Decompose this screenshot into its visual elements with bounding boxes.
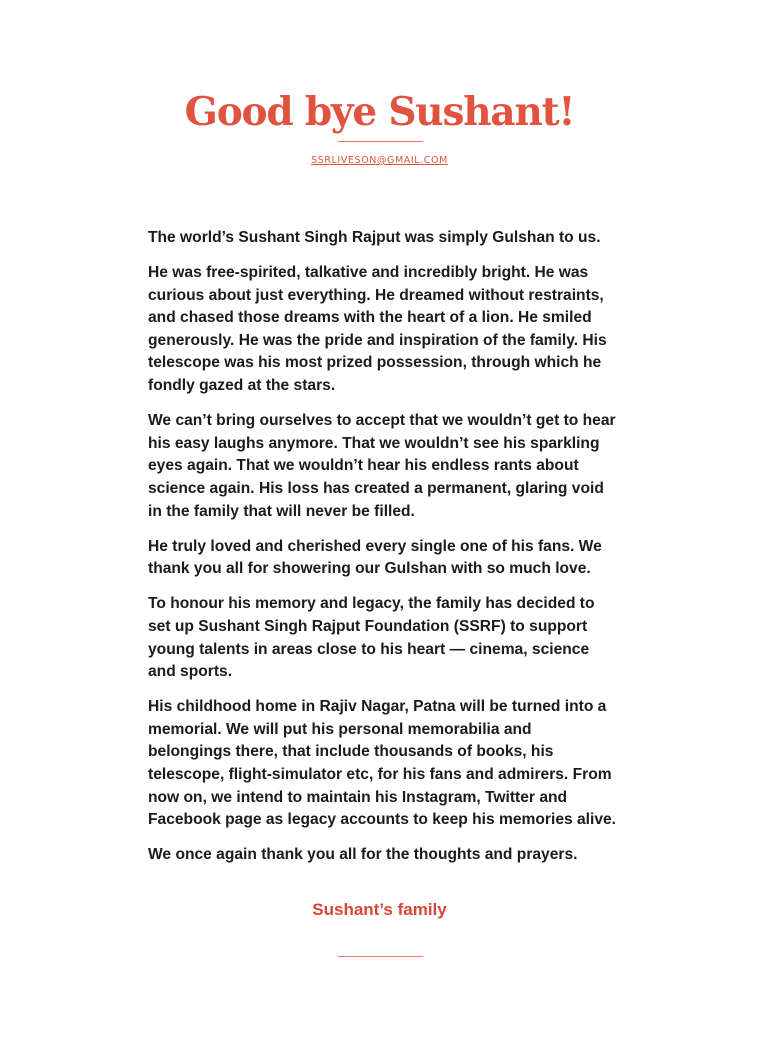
signature: Sushant’s family	[312, 900, 447, 919]
paragraph-personality: He was free-spirited, talkative and incredibly bright. He was curious about just everything. He dreamed without restraints, and chased those dreams with the heart of a lion. He smiled generously. He was the pride and inspiration of the family. His telescope was his most prized possession, through which he fondly gazed at the stars.	[148, 264, 607, 395]
paragraph-memorial: His childhood home in Rajiv Nagar, Patna will be turned into a memorial. We will put his personal memorabilia and belongings there, that include thousands of books, his telescope, flight-simulator etc, for his fans and admirers. From now on, we intend to maintain his Instagram, Twitter and Facebook page as legacy accounts to keep his memories alive.	[148, 698, 617, 829]
paragraph-fans: He truly loved and cherished every single one of his fans. We thank you all for showering our Gulshan with so much love.	[148, 537, 602, 578]
letter-body	[148, 227, 616, 879]
page-title: Good bye Sushant!	[184, 89, 575, 135]
paragraph-loss: We can’t bring ourselves to accept that we wouldn’t get to hear his easy laughs anymore. That we wouldn’t see his sparkling eyes again. That we wouldn’t hear his endless rants about science again. His loss has created a permanent, glaring void in the family that will never be filled.	[148, 412, 616, 520]
paragraph-foundation: To honour his memory and legacy, the family has decided to set up Sushant Singh Rajput Foundation (SSRF) to support young talents in areas close to his heart — cinema, science and sports.	[148, 595, 595, 681]
paragraph-thanks: We once again thank you all for the thoughts and prayers.	[148, 846, 578, 864]
paragraph-intro: The world’s Sushant Singh Rajput was simply Gulshan to us.	[148, 229, 601, 246]
title-divider	[338, 141, 423, 142]
footer-divider	[338, 956, 423, 957]
contact-email-link[interactable]: SSRLIVESON@GMAIL.COM	[311, 155, 448, 166]
